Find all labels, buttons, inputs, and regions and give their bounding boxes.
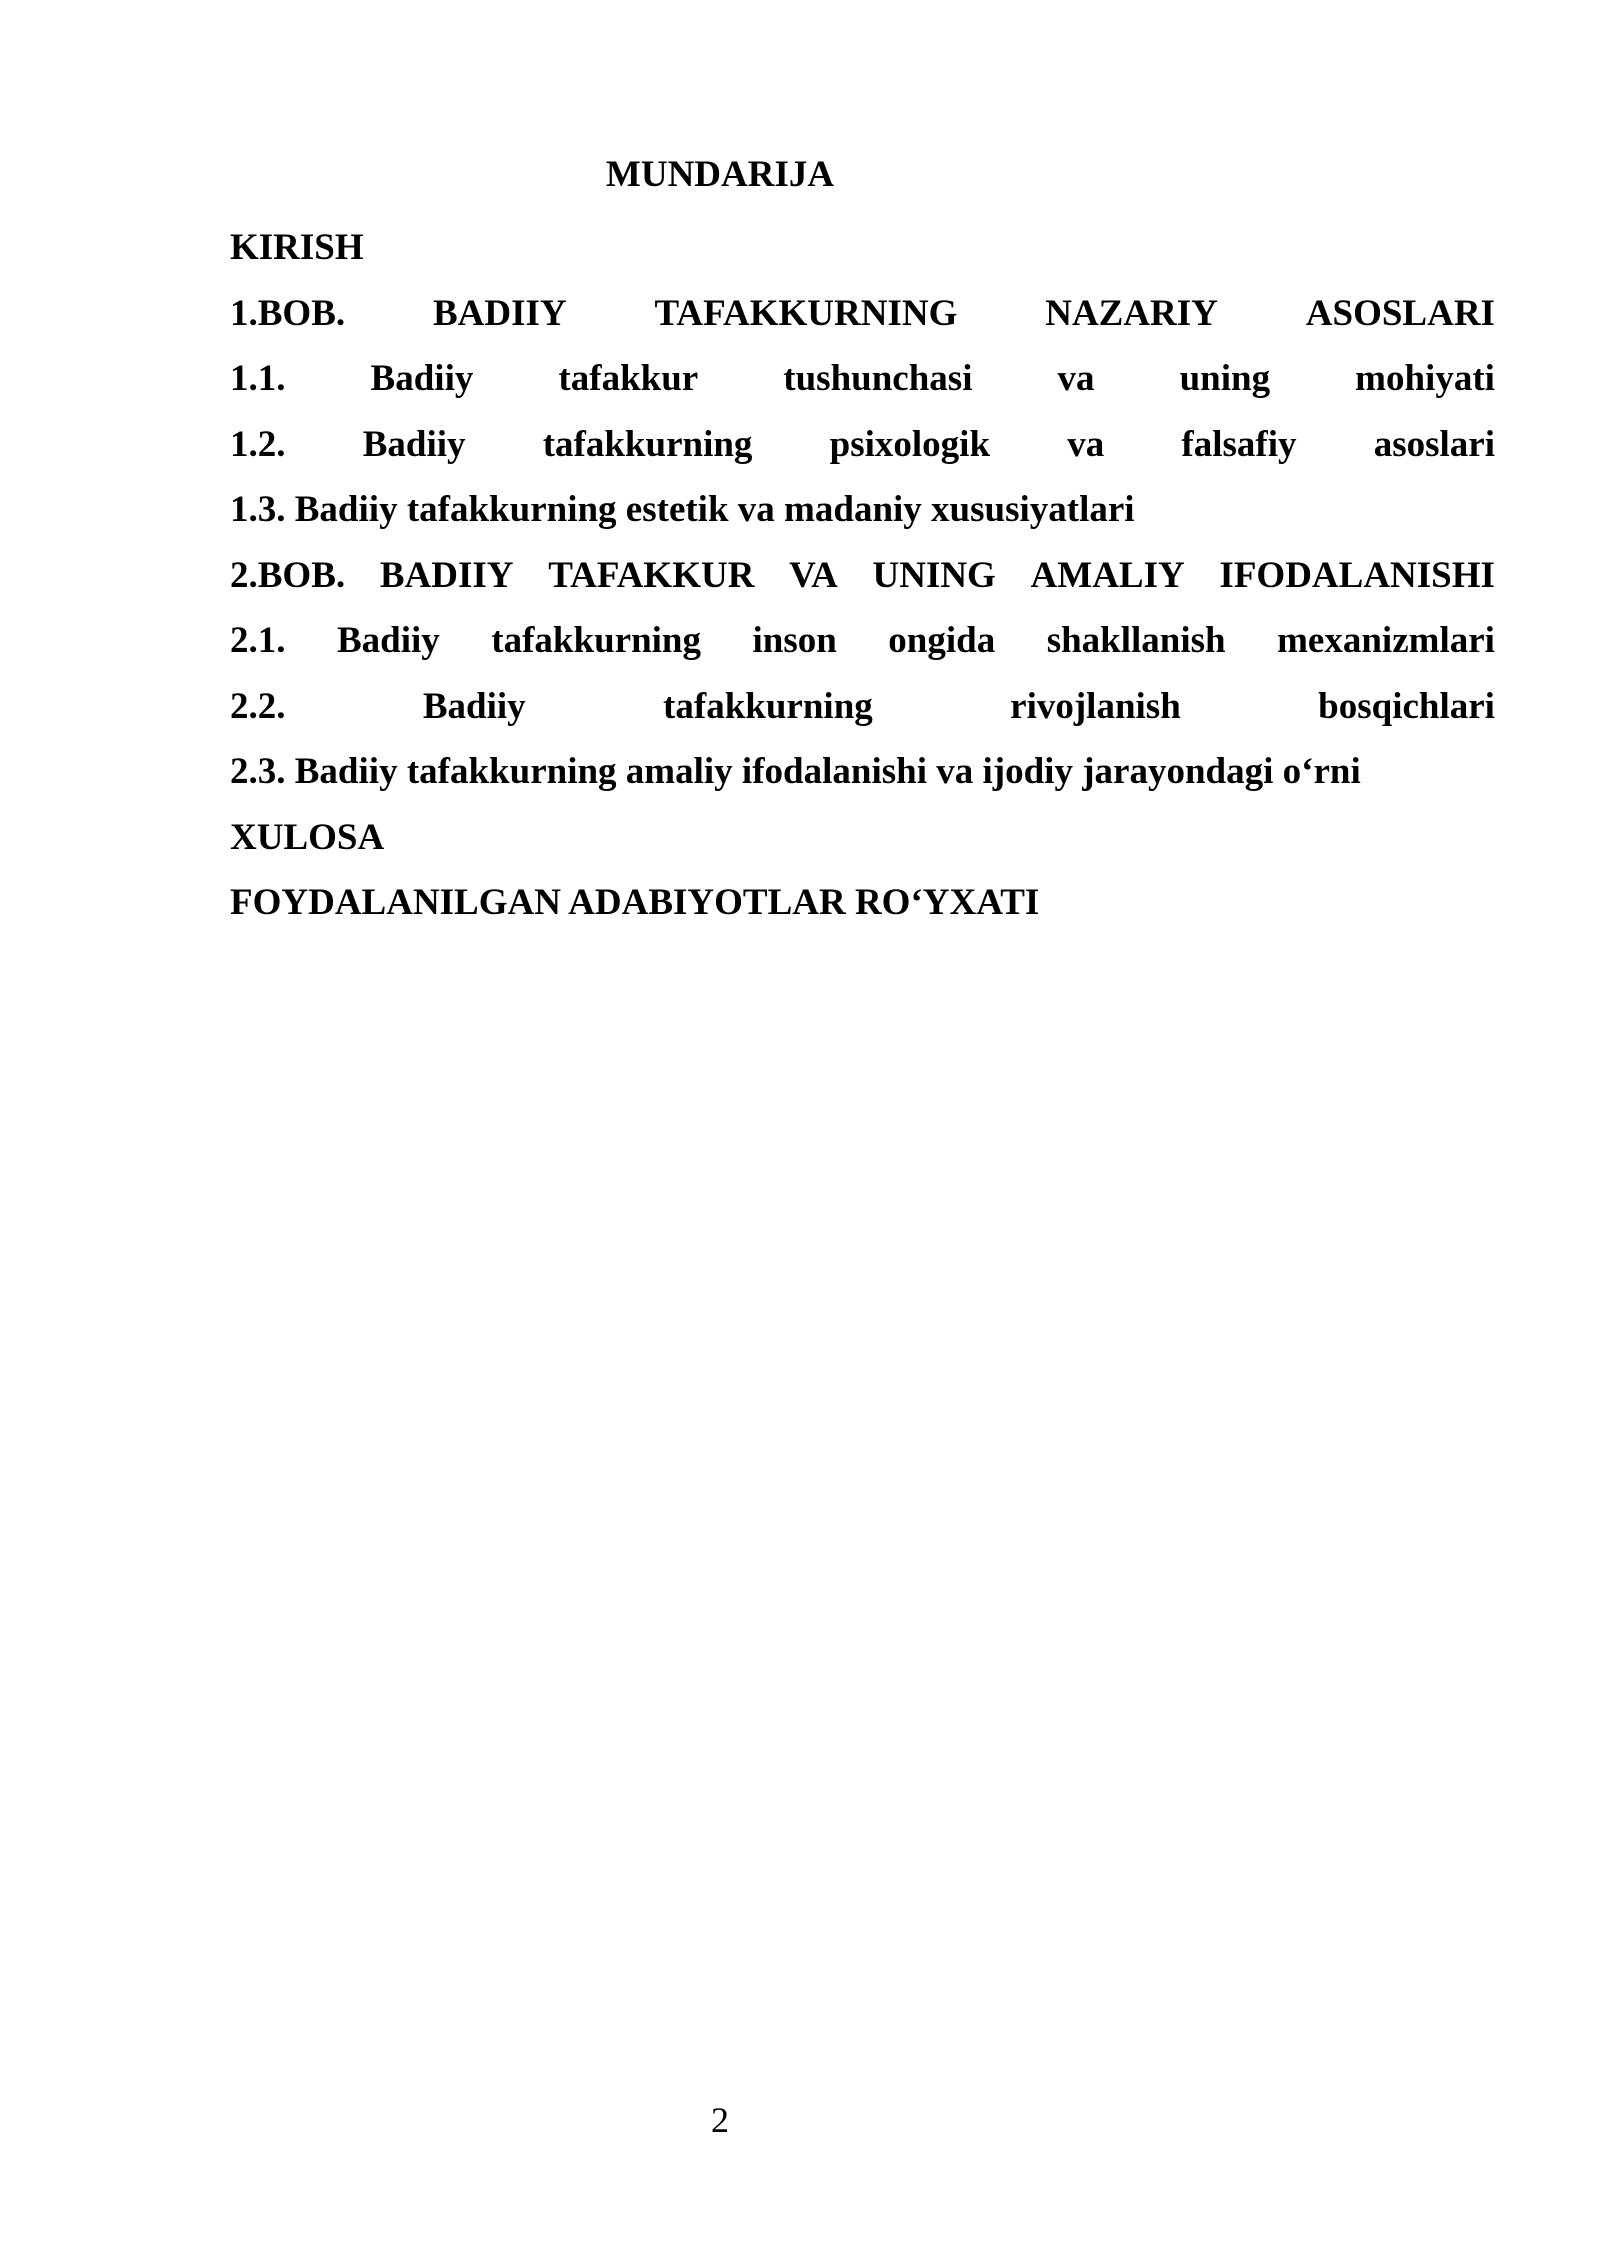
toc-entry-word: mexanizmlari xyxy=(1277,620,1495,661)
toc-entry-word: Badiiy xyxy=(336,620,440,661)
toc-entry-word: asoslari xyxy=(1373,423,1495,465)
toc-entry-word: rivojlanish xyxy=(1010,685,1181,727)
toc-entry-word: BADIIY xyxy=(433,292,567,334)
toc-entry-word: TAFAKKUR xyxy=(548,554,755,596)
toc-entry-word: Badiiy xyxy=(362,423,466,465)
toc-entry xyxy=(230,805,1495,871)
toc-entry-word: va xyxy=(1067,423,1105,465)
table-of-contents xyxy=(230,215,1495,936)
toc-entry-word: tushunchasi xyxy=(783,358,973,399)
toc-entry-word: UNING xyxy=(872,554,996,596)
toc-entry-word: psixologik xyxy=(829,423,991,465)
toc-entry-word: 1.1. xyxy=(230,358,286,399)
toc-entry-word: 2.BOB. xyxy=(230,554,346,596)
toc-entry-text: XULOSA xyxy=(230,816,385,858)
toc-entry-word: tafakkurning xyxy=(542,423,753,465)
toc-entry-word: AMALIY xyxy=(1030,554,1185,596)
toc-entry-word: tafakkurning xyxy=(491,620,701,661)
toc-entry-word: IFODALANISHI xyxy=(1219,554,1495,596)
toc-entry-word: mohiyati xyxy=(1355,358,1495,399)
page-number: 2 xyxy=(711,2100,729,2140)
toc-entry-word: uning xyxy=(1179,358,1271,399)
toc-entry xyxy=(230,412,1495,478)
toc-entry-word: tafakkur xyxy=(558,358,699,399)
toc-entry-word: BADIIY xyxy=(379,554,514,596)
toc-entry-word: NAZARIY xyxy=(1045,292,1218,334)
toc-entry xyxy=(230,346,1495,412)
toc-entry-text: 1.3. Badiiy tafakkurning estetik va madaniy xususiyatlari xyxy=(230,489,1135,530)
toc-entry-word: ongida xyxy=(888,620,996,661)
toc-title: MUNDARIJA xyxy=(605,154,835,195)
toc-entry xyxy=(230,608,1495,674)
toc-entry-word: tafakkurning xyxy=(663,685,873,727)
toc-entry-word: 2.2. xyxy=(230,685,286,727)
toc-entry-word: Badiiy xyxy=(370,358,474,399)
toc-entry-word: 1.BOB. xyxy=(230,292,346,334)
toc-entry-word: 2.1. xyxy=(230,620,286,661)
toc-entry xyxy=(230,281,1495,347)
toc-entry-word: shakllanish xyxy=(1046,620,1226,661)
toc-entry-word: bosqichlari xyxy=(1318,685,1495,727)
toc-entry xyxy=(230,739,1495,805)
toc-entry-word: Badiiy xyxy=(422,685,526,727)
toc-entry-word: ASOSLARI xyxy=(1305,292,1495,334)
toc-entry xyxy=(230,215,1495,281)
toc-entry xyxy=(230,674,1495,740)
toc-entry-word: 1.2. xyxy=(230,423,286,465)
toc-entry-text: 2.3. Badiiy tafakkurning amaliy ifodalanishi va ijodiy jarayondagi o‘rni xyxy=(230,751,1361,792)
toc-entry xyxy=(230,477,1495,543)
toc-entry-text: FOYDALANILGAN ADABIYOTLAR RO‘YXATI xyxy=(230,882,1040,923)
toc-entry xyxy=(230,543,1495,609)
toc-entry-word: TAFAKKURNING xyxy=(654,292,958,334)
toc-entry xyxy=(230,870,1495,936)
toc-entry-word: VA xyxy=(789,554,838,596)
toc-entry-word: inson xyxy=(752,620,837,661)
toc-entry-text: KIRISH xyxy=(230,227,364,268)
toc-entry-word: va xyxy=(1057,358,1095,399)
toc-entry-word: falsafiy xyxy=(1181,423,1297,465)
